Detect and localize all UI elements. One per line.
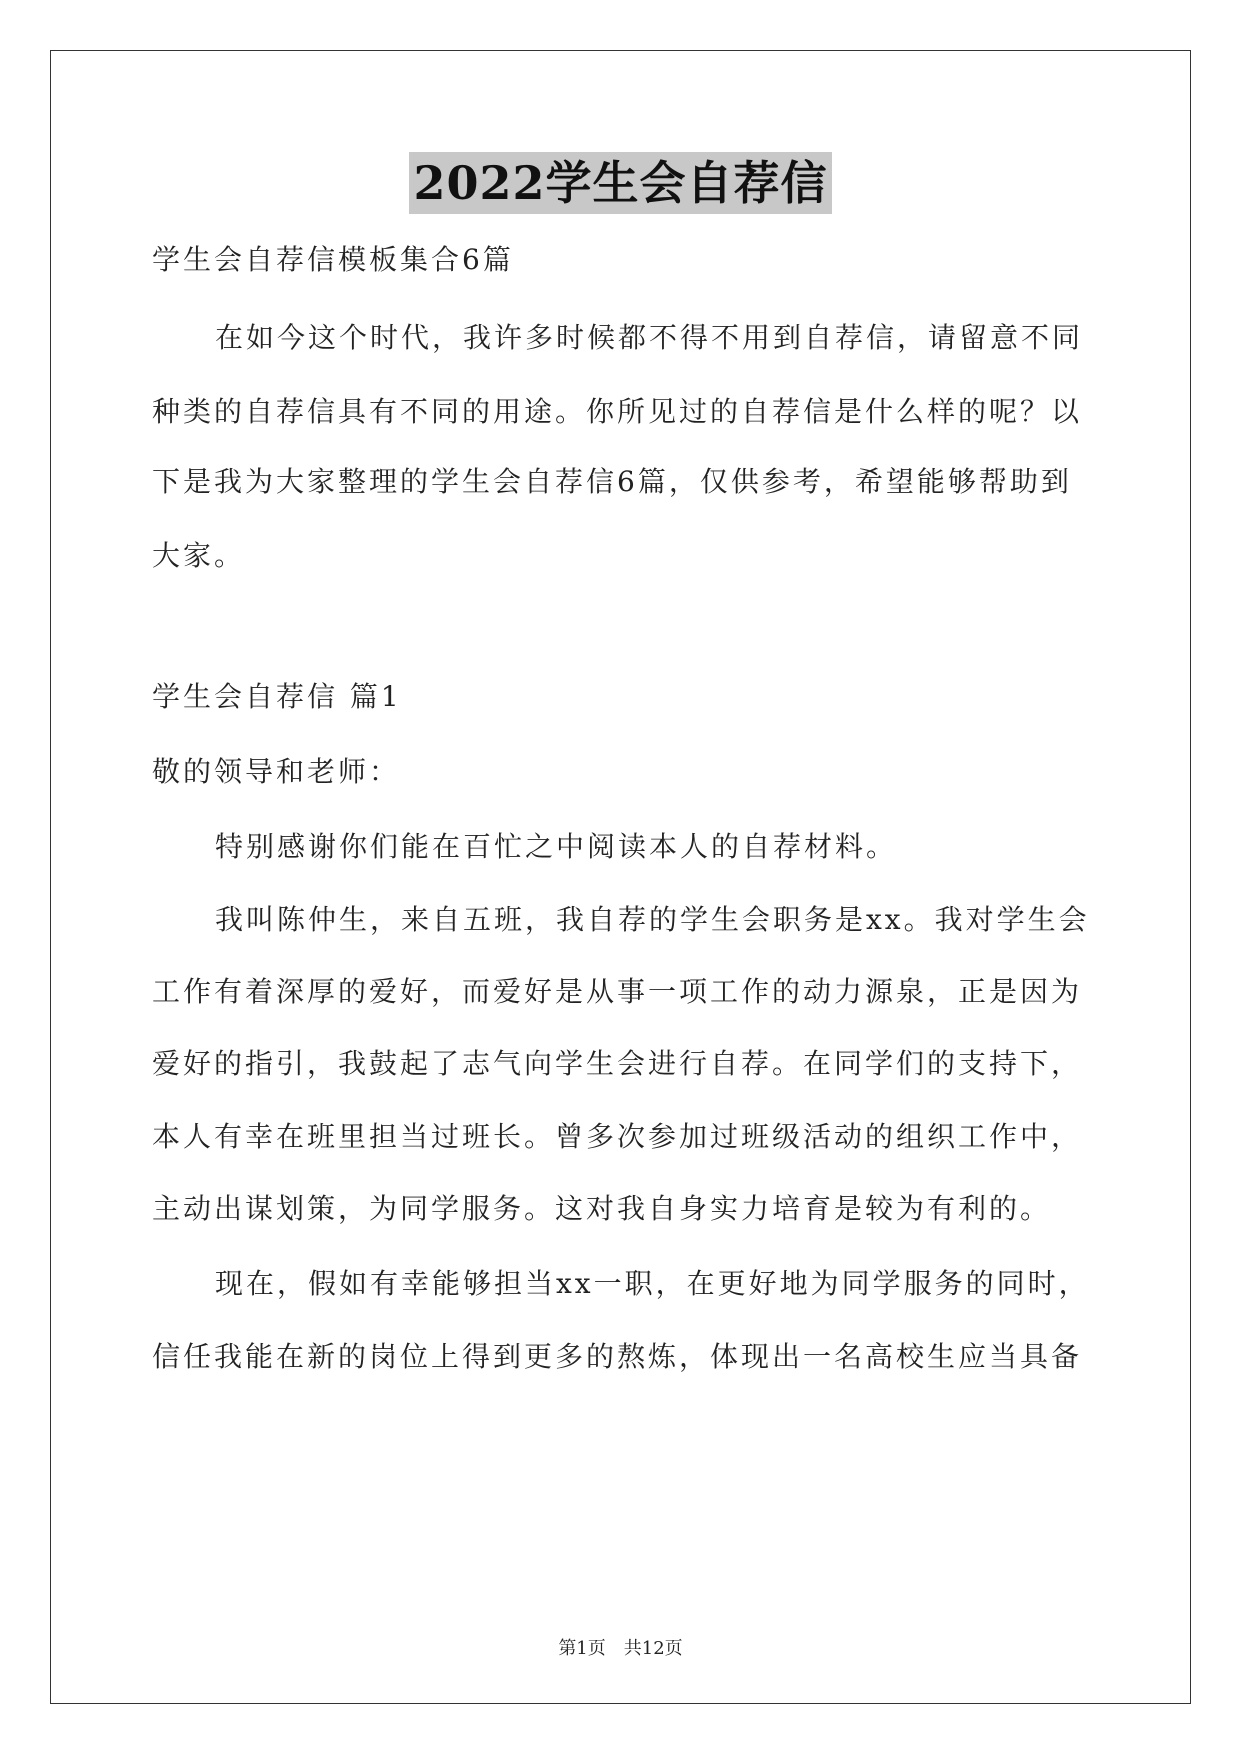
paragraph-2-line-4: 本人有幸在班里担当过班长。曾多次参加过班级活动的组织工作中， [152, 1120, 1083, 1153]
page-number: 第1页 共12页 [558, 1638, 683, 1659]
page-border [50, 50, 1191, 1704]
paragraph-2-line-5: 主动出谋划策，为同学服务。这对我自身实力培育是较为有利的。 [152, 1192, 1052, 1225]
paragraph-2-line-2: 工作有着深厚的爱好，而爱好是从事一项工作的动力源泉，正是因为 [152, 975, 1083, 1008]
paragraph-3-line-1: 现在，假如有幸能够担当xx一职，在更好地为同学服务的同时， [215, 1267, 1090, 1300]
paragraph-2-line-3: 爱好的指引，我鼓起了志气向学生会进行自荐。在同学们的支持下， [152, 1047, 1083, 1080]
intro-line-4: 大家。 [152, 539, 246, 572]
salutation: 敬的领导和老师： [152, 755, 401, 788]
document-subtitle: 学生会自荐信模板集合6篇 [152, 243, 514, 276]
intro-line-2: 种类的自荐信具有不同的用途。你所见过的自荐信是什么样的呢？以 [152, 395, 1083, 428]
intro-line-3: 下是我为大家整理的学生会自荐信6篇，仅供参考，希望能够帮助到 [152, 465, 1072, 498]
document-title: 2022学生会自荐信 [409, 152, 831, 214]
paragraph-1: 特别感谢你们能在百忙之中阅读本人的自荐材料。 [215, 830, 898, 863]
title-container [0, 152, 1241, 214]
section-heading: 学生会自荐信 篇1 [152, 680, 402, 713]
intro-line-1: 在如今这个时代，我许多时候都不得不用到自荐信，请留意不同 [215, 321, 1084, 354]
paragraph-3-line-2: 信任我能在新的岗位上得到更多的熬炼，体现出一名高校生应当具备 [152, 1340, 1083, 1373]
paragraph-2-line-1: 我叫陈仲生，来自五班，我自荐的学生会职务是xx。我对学生会 [215, 903, 1090, 936]
